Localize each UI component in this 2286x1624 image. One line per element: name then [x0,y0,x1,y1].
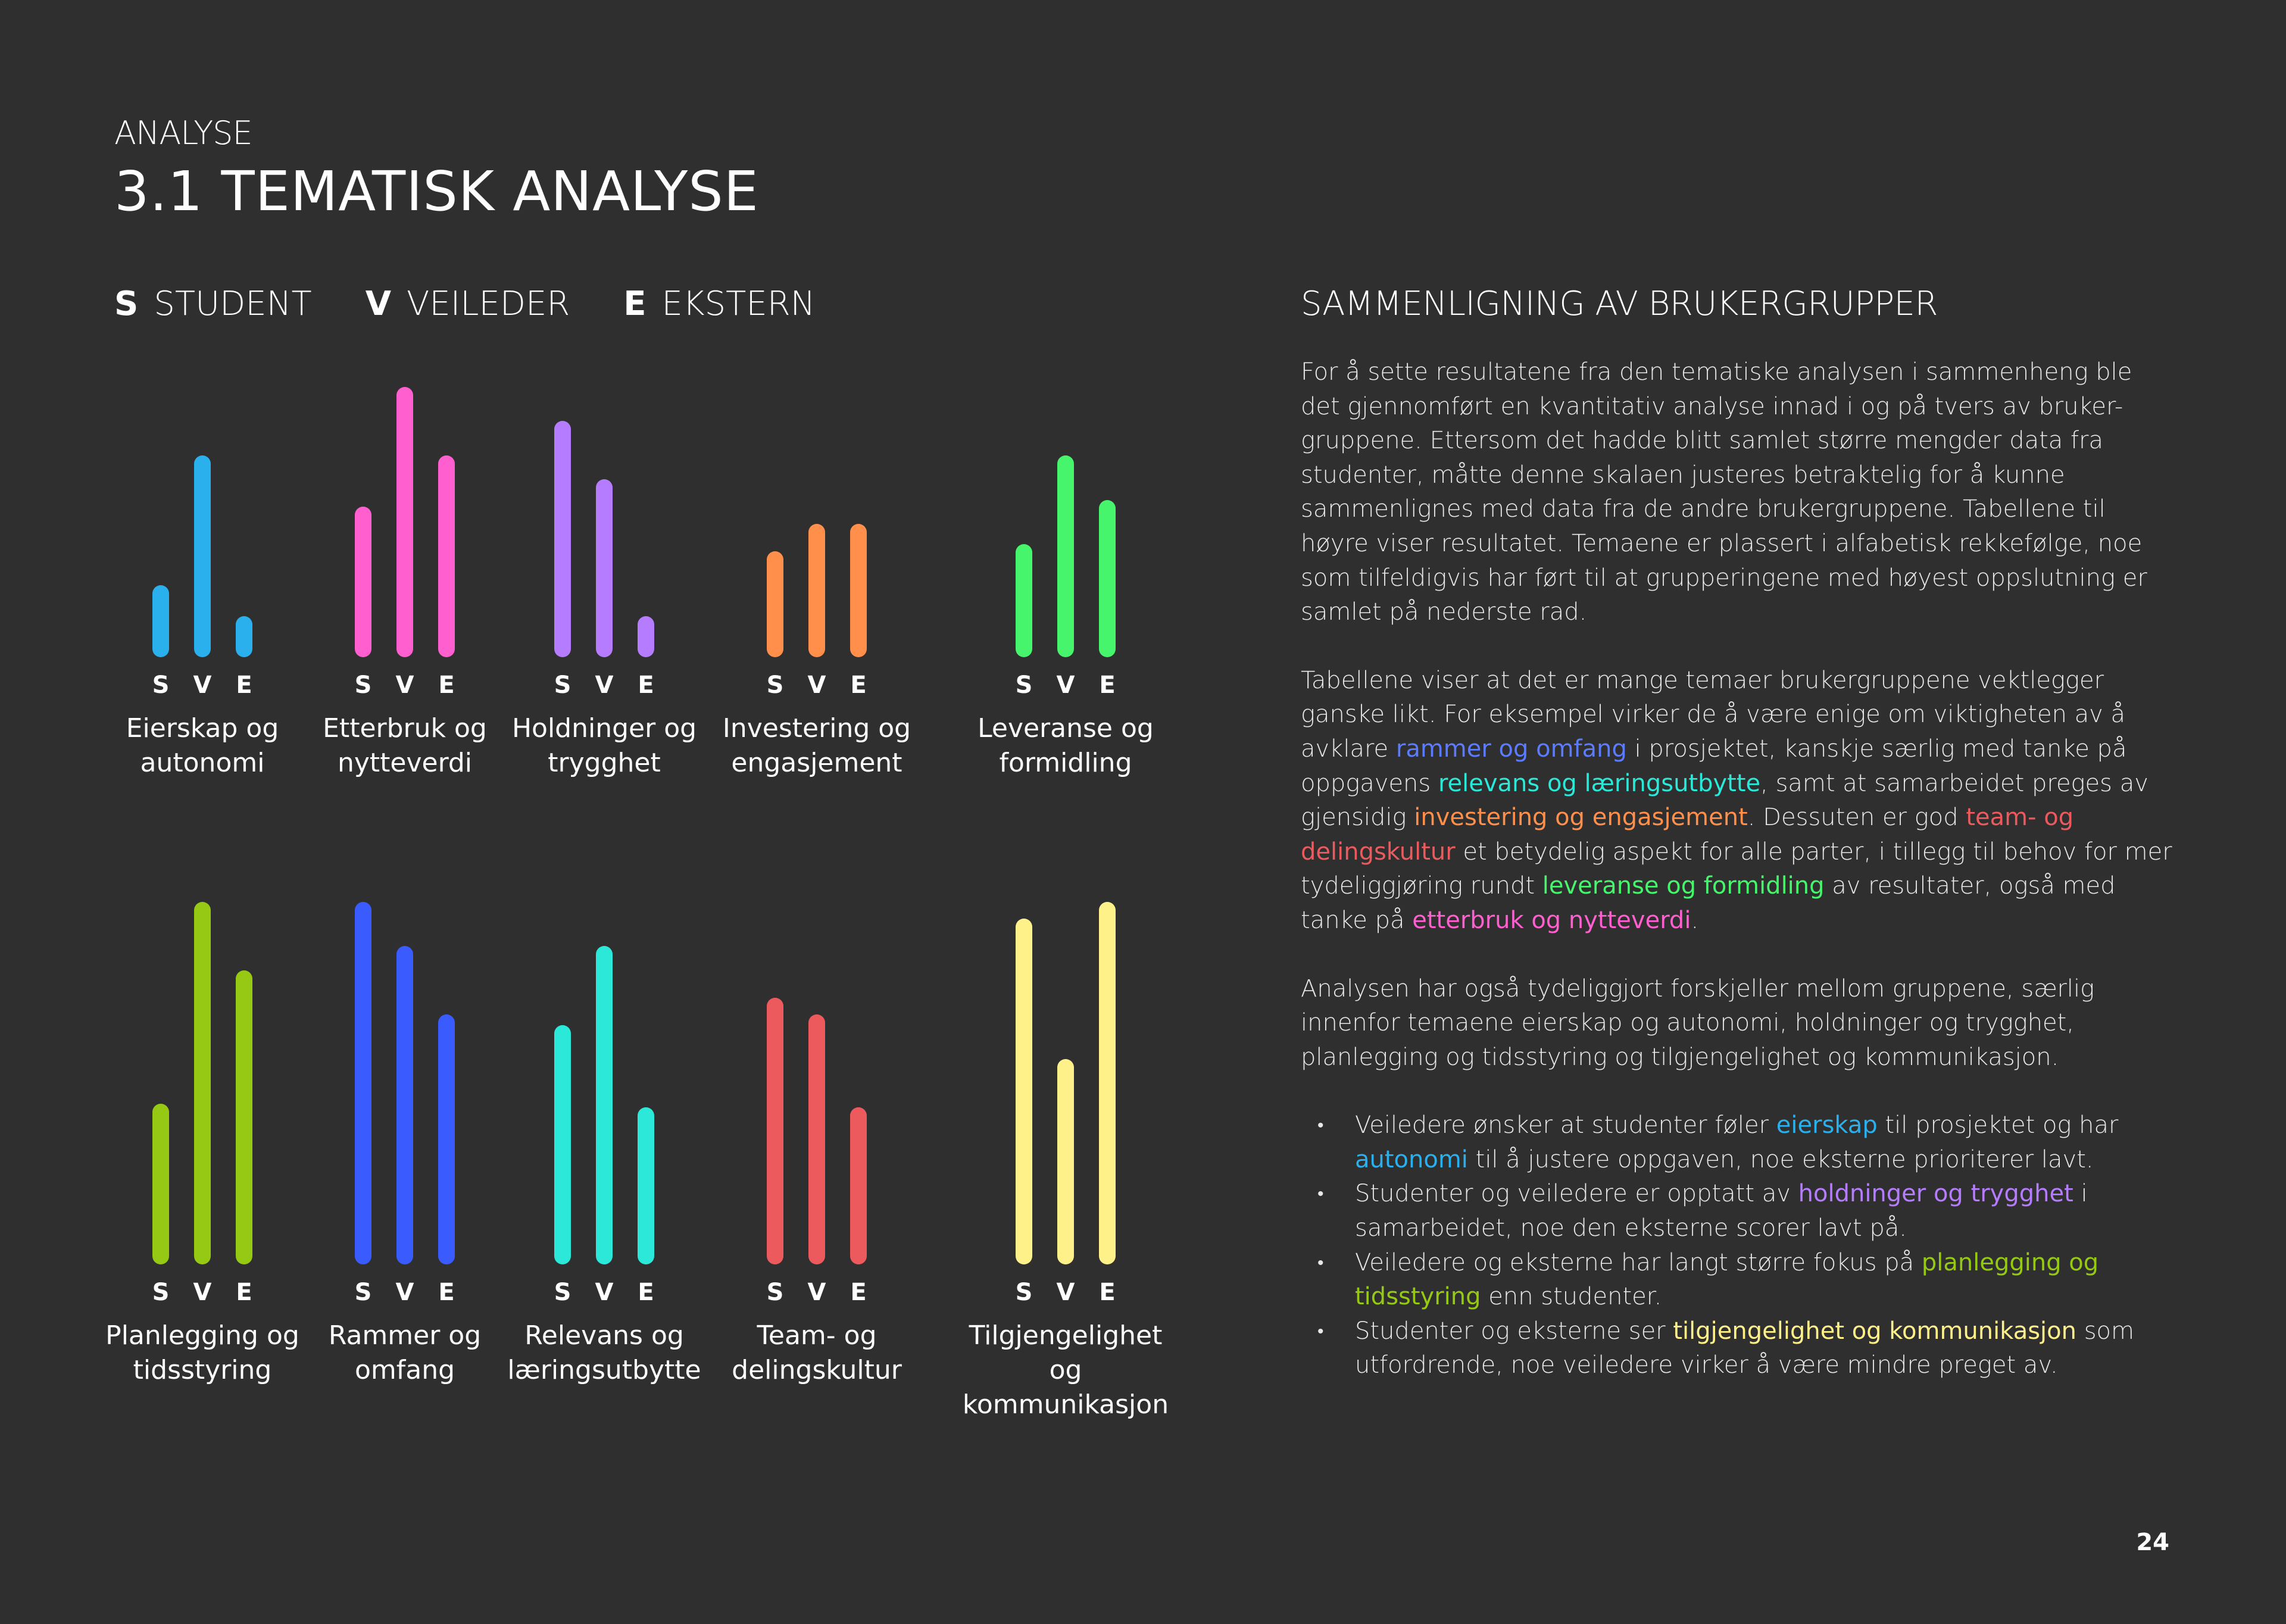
bar-etterbruk-og-nytteverdi-v [396,387,413,657]
text-run: Veiledere ønsker at studenter føler [1355,1111,1776,1139]
section-heading: SAMMENLIGNING AV BRUKERGRUPPER [1301,285,1938,323]
legend-label: VEILEDER [407,285,570,323]
bar-holdninger-og-trygghet-v [596,479,613,657]
series-key-label: S [152,672,170,699]
comparison-text [1301,285,2176,1383]
bar-etterbruk-og-nytteverdi-e [438,455,455,657]
bar-eierskap-og-autonomi-e [236,616,252,657]
series-key-label: E [638,672,654,699]
highlight-autonomi: autonomi [1355,1145,1468,1173]
bar-investering-og-engasjement-s [767,551,783,657]
legend-key: E [623,285,647,323]
difference-list [1317,1108,2176,1383]
category-label-investering-og-engasjement: Investering og engasjement [722,713,911,778]
bar-leveranse-og-formidling-v [1057,455,1074,657]
series-key-label: V [1056,1279,1075,1306]
series-key-label: V [395,1279,414,1306]
series-key-label: E [1099,1279,1116,1306]
text-run: Tabellene viser at det er mange temaer brukergruppene vektlegger ganske likt. For eksempel virker de å være enige om viktigheten av å avklare [1301,666,2126,763]
text-run: som utfordrende, noe veiledere virker å være mindre preget av. [1355,1317,2134,1379]
text-run: et betydelig aspekt for alle parter, i tillegg til behov for mer tydeliggjøring rundt [1301,838,2172,900]
series-key-label: E [1099,672,1116,699]
text-run: , samt at samarbeidet preges av gjensidig [1301,769,2148,832]
legend-key: S [114,285,139,323]
category-label-rammer-og-omfang: Rammer og omfang [328,1320,482,1385]
series-key-label: S [766,1279,784,1306]
highlight-holdninger: holdninger og trygghet [1798,1180,2073,1208]
series-key-label: E [850,672,867,699]
series-key-label: S [554,1279,572,1306]
legend-label: EKSTERN [661,285,816,323]
bar-team-og-delingskultur-v [808,1014,825,1264]
series-key-label: E [638,1279,654,1306]
series-key-label: V [193,672,212,699]
highlight-planlegging: planlegging og tidsstyring [1355,1248,2099,1311]
legend-label: STUDENT [154,285,312,323]
highlight-investering: investering og engasjement [1414,804,1748,832]
category-label-planlegging-og-tidsstyring: Planlegging og tidsstyring [105,1320,299,1385]
highlight-rammer: rammer og omfang [1395,735,1627,763]
series-key-label: E [438,672,455,699]
series-key-label: S [1015,672,1033,699]
series-key-label: S [766,672,784,699]
bar-relevans-og-l-ringsutbytte-s [554,1025,571,1265]
bar-etterbruk-og-nytteverdi-s [355,507,371,657]
category-label-holdninger-og-trygghet: Holdninger og trygghet [511,713,697,778]
text-run: enn studenter. [1481,1283,1662,1311]
text-run: i prosjektet, kanskje særlig med tanke på oppgavens [1301,735,2127,797]
bar-planlegging-og-tidsstyring-e [236,970,252,1265]
text-run: Studenter og eksterne ser [1355,1317,1673,1345]
series-key-label: S [354,1279,372,1306]
category-label-leveranse-og-formidling: Leveranse og formidling [978,713,1154,778]
series-key-label: E [236,1279,252,1306]
bar-tilgjengelighet-og-kommunikasjon-e [1099,902,1116,1265]
bar-team-og-delingskultur-e [850,1107,867,1265]
text-run: til prosjektet og har [1877,1111,2119,1139]
bar-relevans-og-l-ringsutbytte-v [596,946,613,1264]
bar-eierskap-og-autonomi-v [194,455,211,657]
list-item [1317,1177,2176,1245]
bar-holdninger-og-trygghet-e [638,616,654,657]
bar-rammer-og-omfang-e [438,1014,455,1264]
bar-planlegging-og-tidsstyring-s [152,1104,169,1264]
series-key-label: E [236,672,252,699]
series-key-label: V [807,672,826,699]
series-key-label: S [1015,1279,1033,1306]
list-item [1317,1314,2176,1383]
highlight-tilgjengelighet: tilgjengelighet og kommunikasjon [1673,1317,2076,1345]
list-item [1317,1246,2176,1314]
bar-investering-og-engasjement-e [850,524,867,657]
series-key-label: V [595,672,614,699]
text-run: . [1691,906,1699,934]
legend-key: V [365,285,392,323]
series-key-label: V [1056,672,1075,699]
series-key-label: E [850,1279,867,1306]
series-key-label: S [152,1279,170,1306]
series-key-label: S [554,672,572,699]
series-key-label: V [807,1279,826,1306]
page-number: 24 [2136,1529,2169,1556]
bar-investering-og-engasjement-v [808,524,825,657]
list-item [1317,1108,2176,1177]
bar-relevans-og-l-ringsutbytte-e [638,1107,654,1265]
bar-leveranse-og-formidling-s [1016,544,1032,657]
highlight-etterbruk: etterbruk og nytteverdi [1412,906,1691,934]
bar-tilgjengelighet-og-kommunikasjon-s [1016,919,1032,1264]
bar-holdninger-og-trygghet-s [554,421,571,657]
series-key-label: E [438,1279,455,1306]
bar-team-og-delingskultur-s [767,998,783,1265]
bar-leveranse-og-formidling-e [1099,500,1116,658]
highlight-eierskap: eierskap [1776,1111,1878,1139]
bar-eierskap-og-autonomi-s [152,585,169,657]
series-key-label: V [193,1279,212,1306]
text-run: i samarbeidet, noe den eksterne scorer lavt på. [1355,1180,2088,1242]
text-run: . Dessuten er god [1747,804,1966,832]
bar-tilgjengelighet-og-kommunikasjon-v [1057,1059,1074,1264]
category-label-team-og-delingskultur: Team- og delingskultur [732,1320,902,1385]
text-run: av resultater, også med tanke på [1301,872,2116,934]
highlight-team: team- og delingskultur [1301,804,2074,866]
paragraph-method: For å sette resultatene fra den tematiske analysen i sammenheng ble det gjennomført en kvantitativ analyse innad i og på tvers av bruker-gruppene. Ettersom det hadde blitt samlet større mengder data fra studenter, måtte denne skalaen justeres betraktelig for å kunne sammenlignes med data fra de andre brukergruppene. Tabellene til høyre viser resultatet. Temaene er plassert i alfabetisk rekkefølge, noe som tilfeldigvis har ført til at grupperingene med høyest oppslutning er samlet på nederste rad. [1301,358,2147,626]
text-run: Studenter og veiledere er opptatt av [1355,1180,1798,1208]
highlight-leveranse: leveranse og formidling [1542,872,1825,900]
text-run: Veiledere og eksterne har langt større fokus på [1355,1248,1922,1276]
bar-rammer-og-omfang-s [355,902,371,1265]
page-title: 3.1 TEMATISK ANALYSE [114,160,759,223]
paragraph-differences: Analysen har også tydeliggjort forskjeller mellom gruppene, særlig innenfor temaene eierskap og autonomi, holdninger og trygghet, planlegging og tidsstyring og tilgjengelighet og kommunikasjon. [1301,975,2095,1071]
bar-rammer-og-omfang-v [396,946,413,1264]
section-kicker: ANALYSE [114,114,252,152]
text-run: til å justere oppgaven, noe eksterne prioriterer lavt. [1467,1145,2094,1173]
bar-planlegging-og-tidsstyring-v [194,902,211,1265]
paragraph-similarities [1301,664,2176,938]
category-label-eierskap-og-autonomi: Eierskap og autonomi [126,713,279,778]
series-key-label: V [595,1279,614,1306]
highlight-relevans: relevans og læringsutbytte [1438,769,1761,797]
series-key-label: V [395,672,414,699]
series-key-label: S [354,672,372,699]
category-label-relevans-og-l-ringsutbytte: Relevans og læringsutbytte [507,1320,701,1385]
category-label-tilgjengelighet-og-kommunikasjon: Tilgjengelighet og kommunikasjon [962,1320,1169,1420]
category-label-etterbruk-og-nytteverdi: Etterbruk og nytteverdi [323,713,487,778]
